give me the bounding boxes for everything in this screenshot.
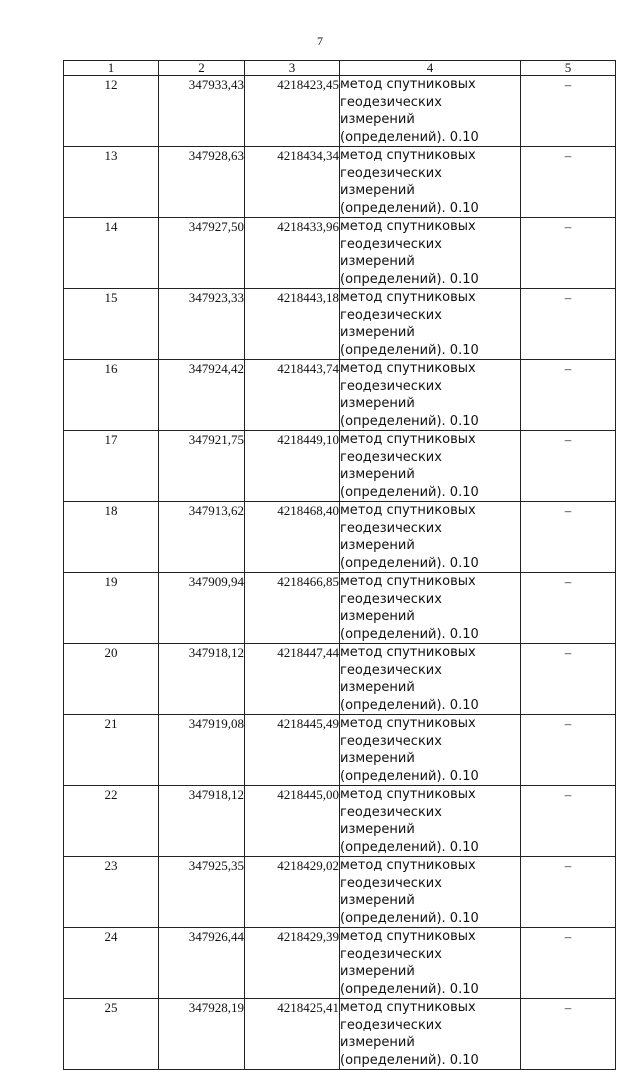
method-cell: метод спутниковых геодезических измерений (определений). 0.10	[340, 147, 521, 218]
table-row	[64, 928, 616, 999]
method-cell: метод спутниковых геодезических измерений (определений). 0.10	[340, 644, 521, 715]
x-coordinate-cell: 347926,44	[159, 928, 245, 999]
column5-cell: –	[521, 289, 616, 360]
table-row	[64, 431, 616, 502]
x-coordinate-cell: 347933,43	[159, 76, 245, 147]
point-number-cell: 25	[64, 999, 159, 1070]
method-cell: метод спутниковых геодезических измерений (определений). 0.10	[340, 289, 521, 360]
x-coordinate-cell: 347921,75	[159, 431, 245, 502]
point-number-cell: 20	[64, 644, 159, 715]
table-row	[64, 786, 616, 857]
method-cell: метод спутниковых геодезических измерений (определений). 0.10	[340, 431, 521, 502]
column5-cell: –	[521, 786, 616, 857]
x-coordinate-cell: 347919,08	[159, 715, 245, 786]
column-header: 2	[159, 61, 245, 76]
point-number-cell: 24	[64, 928, 159, 999]
point-number-cell: 13	[64, 147, 159, 218]
x-coordinate-cell: 347918,12	[159, 644, 245, 715]
y-coordinate-cell: 4218433,96	[245, 218, 340, 289]
x-coordinate-cell: 347924,42	[159, 360, 245, 431]
method-cell: метод спутниковых геодезических измерений (определений). 0.10	[340, 502, 521, 573]
page-number: 7	[317, 34, 323, 48]
table-row	[64, 644, 616, 715]
y-coordinate-cell: 4218466,85	[245, 573, 340, 644]
column-header: 4	[340, 61, 521, 76]
x-coordinate-cell: 347927,50	[159, 218, 245, 289]
point-number-cell: 12	[64, 76, 159, 147]
x-coordinate-cell: 347928,63	[159, 147, 245, 218]
point-number-cell: 17	[64, 431, 159, 502]
method-cell: метод спутниковых геодезических измерений (определений). 0.10	[340, 76, 521, 147]
table-row	[64, 502, 616, 573]
column5-cell: –	[521, 857, 616, 928]
x-coordinate-cell: 347923,33	[159, 289, 245, 360]
y-coordinate-cell: 4218434,34	[245, 147, 340, 218]
x-coordinate-cell: 347928,19	[159, 999, 245, 1070]
table-row	[64, 289, 616, 360]
y-coordinate-cell: 4218423,45	[245, 76, 340, 147]
method-cell: метод спутниковых геодезических измерений (определений). 0.10	[340, 715, 521, 786]
method-cell: метод спутниковых геодезических измерений (определений). 0.10	[340, 786, 521, 857]
y-coordinate-cell: 4218429,39	[245, 928, 340, 999]
point-number-cell: 15	[64, 289, 159, 360]
table-row	[64, 218, 616, 289]
column5-cell: –	[521, 76, 616, 147]
table-row	[64, 573, 616, 644]
point-number-cell: 18	[64, 502, 159, 573]
coordinates-table	[63, 60, 616, 1070]
x-coordinate-cell: 347909,94	[159, 573, 245, 644]
x-coordinate-cell: 347925,35	[159, 857, 245, 928]
column-header: 5	[521, 61, 616, 76]
point-number-cell: 21	[64, 715, 159, 786]
column5-cell: –	[521, 360, 616, 431]
column5-cell: –	[521, 147, 616, 218]
x-coordinate-cell: 347913,62	[159, 502, 245, 573]
y-coordinate-cell: 4218468,40	[245, 502, 340, 573]
y-coordinate-cell: 4218447,44	[245, 644, 340, 715]
y-coordinate-cell: 4218445,49	[245, 715, 340, 786]
y-coordinate-cell: 4218425,41	[245, 999, 340, 1070]
method-cell: метод спутниковых геодезических измерений (определений). 0.10	[340, 360, 521, 431]
y-coordinate-cell: 4218429,02	[245, 857, 340, 928]
table-row	[64, 857, 616, 928]
method-cell: метод спутниковых геодезических измерений (определений). 0.10	[340, 218, 521, 289]
table-row	[64, 715, 616, 786]
x-coordinate-cell: 347918,12	[159, 786, 245, 857]
method-cell: метод спутниковых геодезических измерений (определений). 0.10	[340, 928, 521, 999]
table-header-row	[64, 61, 616, 76]
method-cell: метод спутниковых геодезических измерений (определений). 0.10	[340, 857, 521, 928]
column5-cell: –	[521, 715, 616, 786]
column5-cell: –	[521, 999, 616, 1070]
point-number-cell: 23	[64, 857, 159, 928]
column-header: 3	[245, 61, 340, 76]
y-coordinate-cell: 4218449,10	[245, 431, 340, 502]
column5-cell: –	[521, 502, 616, 573]
point-number-cell: 14	[64, 218, 159, 289]
table-row	[64, 999, 616, 1070]
column5-cell: –	[521, 928, 616, 999]
column5-cell: –	[521, 573, 616, 644]
column5-cell: –	[521, 644, 616, 715]
y-coordinate-cell: 4218443,74	[245, 360, 340, 431]
y-coordinate-cell: 4218443,18	[245, 289, 340, 360]
method-cell: метод спутниковых геодезических измерений (определений). 0.10	[340, 999, 521, 1070]
column5-cell: –	[521, 431, 616, 502]
table-row	[64, 76, 616, 147]
table-row	[64, 147, 616, 218]
point-number-cell: 19	[64, 573, 159, 644]
point-number-cell: 22	[64, 786, 159, 857]
point-number-cell: 16	[64, 360, 159, 431]
column-header: 1	[64, 61, 159, 76]
column5-cell: –	[521, 218, 616, 289]
y-coordinate-cell: 4218445,00	[245, 786, 340, 857]
method-cell: метод спутниковых геодезических измерений (определений). 0.10	[340, 573, 521, 644]
table-row	[64, 360, 616, 431]
